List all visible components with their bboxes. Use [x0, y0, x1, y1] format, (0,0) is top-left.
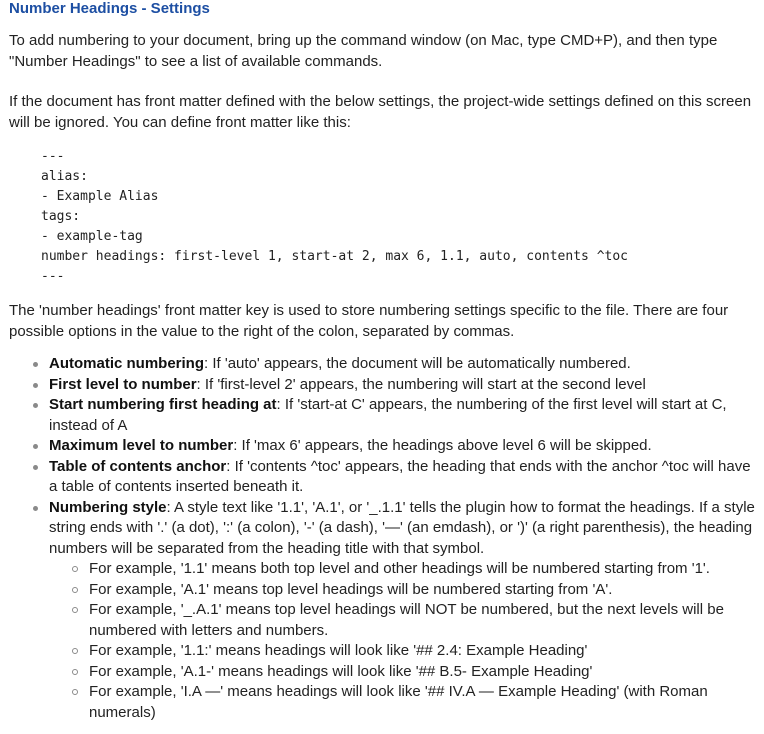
option-item-automatic-numbering — [49, 354, 756, 375]
code-line: tags: — [41, 209, 81, 224]
intro-paragraph: To add numbering to your document, bring up the command window (on Mac, type CMD+P), and then type "Number Headings" to see a list of available commands. — [9, 32, 718, 70]
options-list — [9, 354, 756, 723]
option-name: Numbering style — [49, 498, 167, 516]
option-description: : A style text like '1.1', 'A.1', or '_.1.1' tells the plugin how to format the headings. If a style string ends with '.' (a dot), ':' (a colon), '-' (a dash), '—' (an emdash), or ')' (a right parenthesis), the heading numbers will be separated from the heading title with that symbol. — [49, 498, 755, 557]
option-description: : If 'contents ^toc' appears, the heading that ends with the anchor ^toc will have a table of contents inserted beneath it. — [49, 457, 751, 495]
code-line: --- — [41, 269, 65, 284]
option-name: Table of contents anchor — [49, 457, 227, 475]
frontmatter-note-paragraph: If the document has front matter defined with the below settings, the project-wide settings defined on this screen will be ignored. You can define front matter like this: — [9, 93, 752, 131]
page-title: Number Headings - Settings — [9, 0, 210, 17]
option-name: First level to number — [49, 375, 197, 393]
code-line: - example-tag — [41, 229, 143, 244]
option-name: Maximum level to number — [49, 437, 234, 454]
frontmatter-code-block — [9, 147, 756, 287]
option-name: Start numbering first heading at — [49, 396, 277, 413]
examples-list — [49, 559, 756, 723]
option-description: : If 'auto' appears, the document will be automatically numbered. — [204, 355, 631, 372]
example-item: For example, 'I.A —' means headings will look like '## IV.A — Example Heading' (with Roman numerals) — [89, 682, 756, 723]
option-item-max-level — [49, 436, 756, 457]
option-description: : If 'first-level 2' appears, the numbering will start at the second level — [196, 375, 646, 393]
explanation-paragraph: The 'number headings' front matter key is used to store numbering settings specific to the file. There are four possible options in the value to the right of the colon, separated by commas. — [9, 302, 729, 340]
example-item: For example, '1.1' means both top level and other headings will be numbered starting from '1'. — [89, 559, 756, 580]
code-line: --- — [41, 149, 65, 164]
code-line: - Example Alias — [41, 189, 159, 204]
example-item: For example, '_.A.1' means top level headings will NOT be numbered, but the next levels will be numbered with letters and numbers. — [89, 600, 756, 641]
option-item-toc-anchor — [49, 457, 756, 498]
option-item-numbering-style — [49, 498, 756, 724]
code-line: alias: — [41, 169, 88, 184]
option-description: : If 'max 6' appears, the headings above level 6 will be skipped. — [233, 437, 652, 454]
option-item-start-at — [49, 395, 756, 436]
code-line: number headings: first-level 1, start-at 2, max 6, 1.1, auto, contents ^toc — [41, 249, 628, 264]
option-name: Automatic numbering — [49, 355, 205, 372]
example-item: For example, '1.1:' means headings will look like '## 2.4: Example Heading' — [89, 641, 756, 662]
option-description: : If 'start-at C' appears, the numbering of the first level will start at C, instead of A — [49, 396, 727, 434]
example-item: For example, 'A.1' means top level headings will be numbered starting from 'A'. — [89, 580, 756, 601]
example-item: For example, 'A.1-' means headings will look like '## B.5- Example Heading' — [89, 662, 756, 683]
option-item-first-level — [49, 375, 756, 396]
